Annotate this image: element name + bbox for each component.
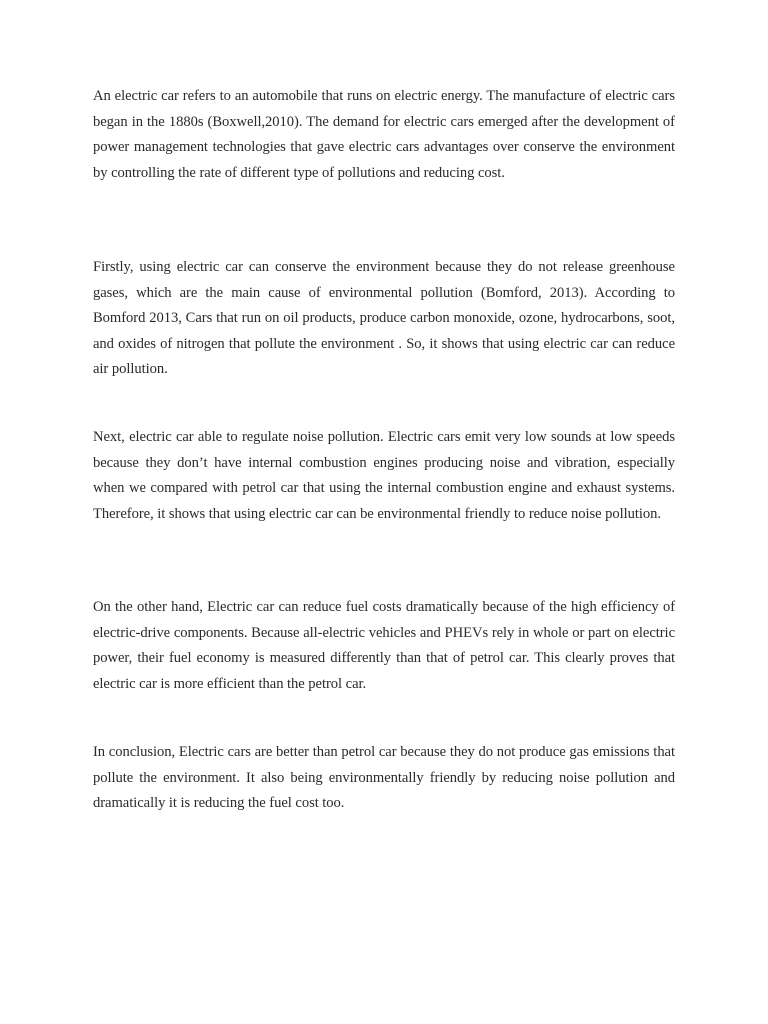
paragraph-fuel-costs: On the other hand, Electric car can reduce fuel costs dramatically because of the high efficiency of electric-drive components. Because all-electric vehicles and PHEVs rely in whole or part on electric power, their fuel economy is measured differently than that of petrol car. This clearly proves that electric car is more efficient than the petrol car. xyxy=(93,599,675,692)
paragraph-conclusion: In conclusion, Electric cars are better than petrol car because they do not produce gas emissions that pollute the environment. It also being environmentally friendly by reducing noise pollution and dramatically it is reducing the fuel cost too. xyxy=(93,744,675,811)
paragraph-introduction: An electric car refers to an automobile that runs on electric energy. The manufacture of electric cars began in the 1880s (Boxwell,2010). The demand for electric cars emerged after the development of power management technologies that gave electric cars advantages over conserve the environment by controlling the rate of different type of pollutions and reducing cost. xyxy=(93,88,675,181)
paragraph-air-pollution: Firstly, using electric car can conserve the environment because they do not release greenhouse gases, which are the main cause of environmental pollution (Bomford, 2013). According to Bomford 2013, Cars that run on oil products, produce carbon monoxide, ozone, hydrocarbons, soot, and oxides of nitrogen that pollute the environment . So, it shows that using electric car can reduce air pollution. xyxy=(93,259,675,377)
paragraph-noise-pollution: Next, electric car able to regulate noise pollution. Electric cars emit very low sounds at low speeds because they don’t have internal combustion engines producing noise and vibration, especially when we compared with petrol car that using the internal combustion engine and exhaust systems. Therefore, it shows that using electric car can be environmental friendly to reduce noise pollution. xyxy=(93,429,675,522)
